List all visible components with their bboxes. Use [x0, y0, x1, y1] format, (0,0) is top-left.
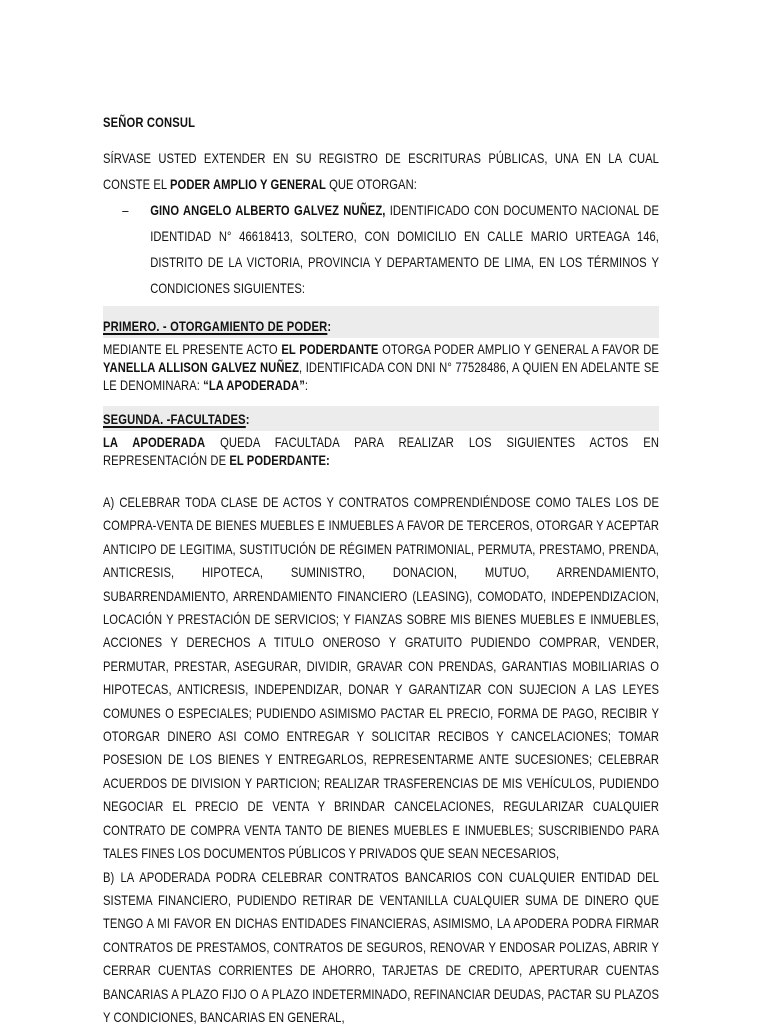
- segunda-body-paragraph: LA APODERADA QUEDA FACULTADA PARA REALIZAR LOS SIGUIENTES ACTOS EN REPRESENTACIÓN DE EL PODERDANTE:: [103, 434, 659, 468]
- section-heading-primero-highlight: [103, 306, 659, 338]
- grantor-list-item: [103, 197, 659, 301]
- grantor-paragraph: GINO ANGELO ALBERTO GALVEZ NUÑEZ, IDENTIFICADO CON DOCUMENTO NACIONAL DE IDENTIDAD N° 46618413, SOLTERO, CON DOMICILIO EN CALLE MARIO URTEAGA 146, DISTRITO DE LA VICTORIA, PROVINCIA Y DEPARTAMENTO DE LIMA, EN LOS TÉRMINOS Y CONDICIONES SIGUIENTES:: [150, 202, 659, 296]
- primero-body-paragraph: MEDIANTE EL PRESENTE ACTO EL PODERDANTE OTORGA PODER AMPLIO Y GENERAL A FAVOR DE YANELLA ALLISON GALVEZ NUÑEZ, IDENTIFICADA CON DNI N° 77528486, A QUIEN EN ADELANTE SE LE DENOMINARA: “LA APODERADA”:: [103, 341, 659, 393]
- section-heading-segunda-highlight: [103, 406, 659, 431]
- section-heading-segunda: SEGUNDA. -FACULTADES:: [103, 411, 250, 427]
- section-heading-primero: PRIMERO. - OTORGAMIENTO DE PODER:: [103, 318, 332, 334]
- bullet-dash-icon: –: [122, 202, 129, 218]
- intro-paragraph: SÍRVASE USTED EXTENDER EN SU REGISTRO DE ESCRITURAS PÚBLICAS, UNA EN LA CUAL CONSTE EL PODER AMPLIO Y GENERAL QUE OTORGAN:: [103, 150, 659, 192]
- salutation-text: SEÑOR CONSUL: [103, 114, 196, 130]
- clause-b-paragraph: B) LA APODERADA PODRA CELEBRAR CONTRATOS BANCARIOS CON CUALQUIER ENTIDAD DEL SISTEMA FINANCIERO, PUDIENDO RETIRAR DE VENTANILLA CUALQUIER SUMA DE DINERO QUE TENGO A MI FAVOR EN DICHAS ENTIDADES FINANCIERAS, ASIMISMO, LA APODERA PODRA FIRMAR CONTRATOS DE PRESTAMOS, CONTRATOS DE SEGUROS, RENOVAR Y ENDOSAR POLIZAS, ABRIR Y CERRAR CUENTAS CORRIENTES DE AHORRO, TARJETAS DE CREDITO, APERTURAR CUENTAS BANCARIAS A PLAZO FIJO O A PLAZO INDETERMINADO, REFINANCIAR DEUDAS, PACTAR SU PLAZOS Y CONDICIONES, BANCARIAS EN GENERAL,: [103, 868, 659, 1024]
- clause-a-paragraph: A) CELEBRAR TODA CLASE DE ACTOS Y CONTRATOS COMPRENDIÉNDOSE COMO TALES LOS DE COMPRA-VENTA DE BIENES MUEBLES E INMUEBLES A FAVOR DE TERCEROS, OTORGAR Y ACEPTAR ANTICIPO DE LEGITIMA, SUSTITUCIÓN DE RÉGIMEN PATRIMONIAL, PERMUTA, PRESTAMO, PRENDA, ANTICRESIS, HIPOTECA, SUMINISTRO, DONACION, MUTUO, ARRENDAMIENTO, SUBARRENDAMIENTO, ARRENDAMIENTO FINANCIERO (LEASING), COMODATO, INDEPENDIZACION, LOCACIÓN Y PRESTACIÓN DE SERVICIOS; Y FIANZAS SOBRE MIS BIENES MUEBLES E INMUEBLES, ACCIONES Y DERECHOS A TITULO ONEROSO Y GRATUITO PUDIENDO COMPRAR, VENDER, PERMUTAR, PRESTAR, ASEGURAR, DIVIDIR, GRAVAR CON PRENDAS, GARANTIAS MOBILIARIAS O HIPOTECAS, ANTICRESIS, INDEPENDIZAR, DONAR Y GARANTIZAR CON SUJECION A LAS LEYES COMUNES O ESPECIALES; PUDIENDO ASIMISMO PACTAR EL PRECIO, FORMA DE PAGO, RECIBIR Y OTORGAR DINERO ASI COMO ENTREGAR Y SOLICITAR RECIBOS Y CANCELACIONES; TOMAR POSESION DE LOS BIENES Y ENTREGARLOS, REPRESENTARME ANTE SUCESIONES; CELEBRAR ACUERDOS DE DIVISION Y PARTICION; REALIZAR TRASFERENCIAS DE MIS VEHÍCULOS, PUDIENDO NEGOCIAR EL PRECIO DE VENTA Y BRINDAR CANCELACIONES, REGULARIZAR CUALQUIER CONTRATO DE COMPRA VENTA TANTO DE BIENES MUEBLES E INMUEBLES; SUSCRIBIENDO PARA TALES FINES LOS DOCUMENTOS PÚBLICOS Y PRIVADOS QUE SEAN NECESARIOS,: [103, 494, 659, 862]
- document-content-column: [103, 114, 659, 1024]
